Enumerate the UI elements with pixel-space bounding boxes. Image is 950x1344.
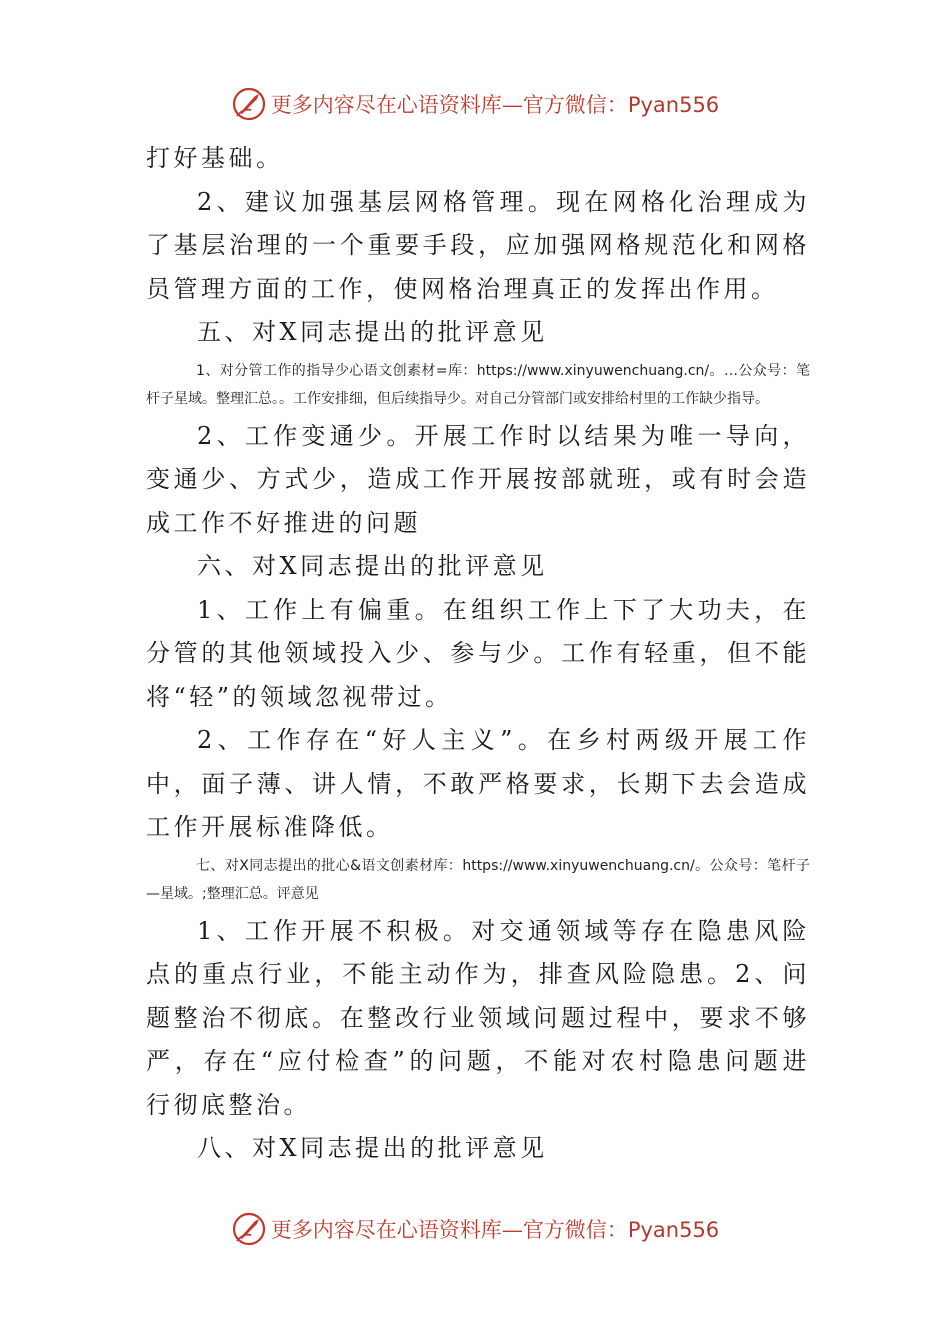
banner-wechat-label: 官方微信：: [522, 93, 628, 117]
banner-wechat-id: Pyan556: [627, 1218, 720, 1242]
section-heading-5: 五、对X同志提出的批评意见: [197, 318, 548, 346]
banner-wechat-id: Pyan556: [627, 93, 720, 117]
paragraph-5: 2、工作存在“好人主义”。在乡村两级开展工作中，面子薄、讲人情，不敢严格要求，长期下去会造成工作开展标准降低。: [146, 726, 810, 841]
paragraph-4: 1、工作上有偏重。在组织工作上下了大功夫，在分管的其他领域投入少、参与少。工作有轻重，但不能将“轻”的领域忽视带过。: [146, 595, 810, 711]
banner-text: [271, 1214, 719, 1244]
paragraph-3: 2、工作变通少。开展工作时以结果为唯一导向，变通少、方式少，造成工作开展按部就班，或有时会造成工作不好推进的问题: [146, 421, 810, 537]
banner-title: 更多内容尽在心语资料库: [270, 1218, 502, 1242]
paragraph-1: 打好基础。: [146, 144, 284, 172]
section-heading-6: 六、对X同志提出的批评意见: [197, 552, 548, 580]
banner-wechat-label: 官方微信：: [522, 1218, 628, 1242]
banner-text: [271, 89, 719, 119]
paragraph-6: 1、工作开展不积极。对交通领域等存在隐患风险点的重点行业，不能主动作为，排查风险隐患。2、问题整治不彻底。在整改行业领域问题过程中，要求不够严，存在“应付检查”的问题，不能对农村隐患问题进行彻底整治。: [146, 916, 810, 1119]
banner-separator: —: [501, 93, 523, 117]
footer-banner: [0, 1207, 950, 1251]
small-note-1: 1、对分管工作的指导少心语文创素材=库：https://www.xinyuwenchuang.cn/。…公众号：笔杆子星域。整理汇总。。工作安排细，但后续指导少。对自己分管部门或安排给村里的工作缺少指导。: [146, 362, 810, 407]
header-banner: [0, 82, 950, 126]
quill-pen-icon: [231, 1211, 267, 1247]
document-body: [146, 137, 810, 1171]
banner-title: 更多内容尽在心语资料库: [270, 93, 502, 117]
banner-separator: —: [501, 1218, 523, 1242]
quill-pen-icon: [231, 86, 267, 122]
small-note-2: 七、对X同志提出的批心&语文创素材库：https://www.xinyuwenchuang.cn/。公众号：笔杆子—星域。;整理汇总。评意见: [146, 857, 810, 902]
paragraph-2: 2、建议加强基层网格管理。现在网格化治理成为了基层治理的一个重要手段，应加强网格规范化和网格员管理方面的工作，使网格治理真正的发挥出作用。: [146, 187, 810, 303]
section-heading-8: 八、对X同志提出的批评意见: [197, 1134, 548, 1162]
